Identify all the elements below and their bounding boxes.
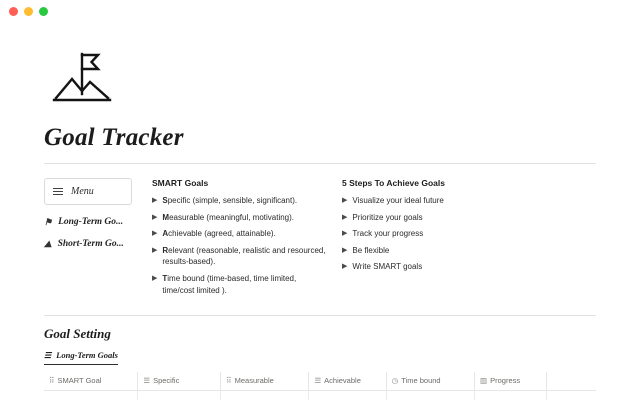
- hamburger-icon: [53, 186, 63, 197]
- column-header-add[interactable]: [546, 372, 596, 391]
- list-item-text: Specific (simple, sensible, significant).: [162, 196, 298, 205]
- table-row[interactable]: [44, 391, 596, 400]
- list-item: [342, 195, 596, 207]
- list-item-text: Be flexible: [352, 245, 390, 255]
- triangle-bullet-icon: ▶: [342, 263, 348, 271]
- list-item-text: Time bound (time-based, time limited, time/cost limited ).: [162, 273, 297, 295]
- list-item: [152, 195, 342, 207]
- mountain-icon: ⛰: [44, 238, 52, 249]
- column-header-measurable[interactable]: ⠿ Measurable: [221, 372, 309, 391]
- menu-button[interactable]: [44, 178, 132, 205]
- sidebar-item-label: Long-Term Go...: [58, 217, 124, 227]
- column-header-time-bound[interactable]: ◷ Time bound: [386, 372, 474, 391]
- list-icon: ☰: [143, 376, 151, 386]
- minimize-window-button[interactable]: [24, 7, 33, 16]
- maximize-window-button[interactable]: [39, 7, 48, 16]
- title-divider: [44, 163, 596, 164]
- list-item: [152, 228, 342, 240]
- cell[interactable]: [386, 391, 474, 400]
- tab-long-term-goals[interactable]: [44, 350, 118, 365]
- triangle-bullet-icon: ▶: [152, 274, 158, 282]
- grid-icon: ⠿: [49, 376, 55, 386]
- list-item-text: Achievable (agreed, attainable).: [162, 229, 276, 239]
- cell[interactable]: [475, 391, 547, 400]
- column-header-smart-goal[interactable]: ⠿ SMART Goal: [44, 372, 138, 391]
- column-header-progress[interactable]: ▥ Progress: [475, 372, 547, 391]
- sidebar-item-short-term-goals[interactable]: [44, 239, 152, 249]
- goal-setting-section: [44, 326, 596, 400]
- steps-panel: [342, 178, 596, 301]
- list-item: [342, 212, 596, 224]
- triangle-bullet-icon: ▶: [152, 230, 158, 238]
- sidebar-item-label: Short-Term Go...: [57, 239, 124, 249]
- smart-goals-heading: SMART Goals: [152, 178, 209, 188]
- column-header-achievable[interactable]: ☰ Achievable: [309, 372, 386, 391]
- mountain-flag-icon: [46, 48, 118, 110]
- traffic-lights: [9, 7, 48, 16]
- list-item-text: Measurable (meaningful, motivating).: [162, 212, 295, 222]
- sidebar-nav: [44, 178, 152, 301]
- triangle-bullet-icon: ▶: [342, 213, 348, 221]
- cell[interactable]: [221, 391, 309, 400]
- triangle-bullet-icon: ▶: [342, 197, 348, 204]
- cell[interactable]: [546, 391, 596, 400]
- close-window-button[interactable]: [9, 7, 18, 16]
- list-item-text: Write SMART goals: [352, 262, 423, 272]
- cell[interactable]: [44, 391, 138, 400]
- list-item: [152, 245, 342, 268]
- table-header-row: [44, 372, 596, 391]
- page-title: Goal Tracker: [44, 124, 184, 151]
- list-item: [342, 261, 596, 273]
- list-item-text: Relevant (reasonable, realistic and resourced, results-based).: [162, 245, 326, 267]
- bar-chart-icon: ▥: [480, 376, 488, 386]
- cell[interactable]: [309, 391, 386, 400]
- page-content: [0, 22, 640, 400]
- steps-heading: 5 Steps To Achieve Goals: [342, 178, 445, 188]
- triangle-bullet-icon: ▶: [152, 213, 158, 221]
- cell[interactable]: [138, 391, 221, 400]
- smart-goals-panel: [152, 178, 342, 301]
- section-divider: [44, 315, 596, 316]
- section-title: Goal Setting: [44, 326, 111, 342]
- list-icon: ☰: [44, 350, 52, 360]
- column-header-specific[interactable]: ☰ Specific: [138, 372, 221, 391]
- menu-button-label: Menu: [71, 186, 94, 197]
- window-titlebar: [0, 0, 640, 22]
- clock-icon: ◷: [391, 376, 399, 386]
- tab-label: Long-Term Goals: [56, 350, 118, 361]
- list-item: [342, 228, 596, 240]
- triangle-bullet-icon: ▶: [342, 246, 348, 254]
- triangle-bullet-icon: ▶: [152, 246, 158, 254]
- flag-icon: ⚑: [44, 216, 53, 227]
- list-item-text: Visualize your ideal future: [352, 196, 444, 205]
- content-columns: [44, 178, 596, 301]
- sidebar-item-long-term-goals[interactable]: [44, 217, 152, 227]
- list-item-text: Prioritize your goals: [352, 212, 423, 222]
- view-tabs: [44, 350, 596, 365]
- list-icon: ☰: [314, 376, 322, 386]
- list-item: [152, 273, 342, 296]
- triangle-bullet-icon: ▶: [342, 230, 348, 238]
- triangle-bullet-icon: ▶: [152, 197, 158, 204]
- list-item: [342, 245, 596, 257]
- dots-icon: ⠿: [226, 376, 232, 386]
- goals-table: [44, 372, 596, 400]
- list-item-text: Track your progress: [352, 229, 424, 239]
- list-item: [152, 212, 342, 224]
